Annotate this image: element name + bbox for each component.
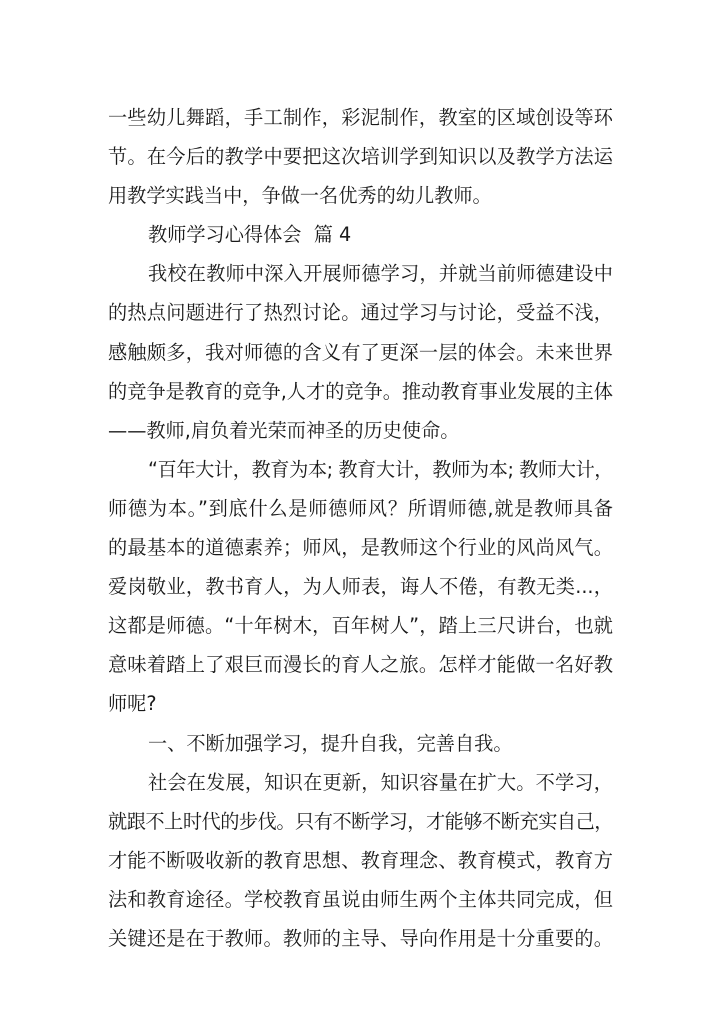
text-line: 这都是师德。“十年树木，百年树人”，踏上三尺讲台，也就 bbox=[108, 614, 613, 638]
text-line: ——教师,肩负着光荣而神圣的历史使命。 bbox=[108, 418, 460, 442]
text-line: 的最基本的道德素养；师风，是教师这个行业的风尚风气。 bbox=[108, 536, 613, 560]
text-line: “百年大计，教育为本; 教育大计，教师为本; 教师大计， bbox=[148, 457, 613, 481]
section-heading: 一、不断加强学习，提升自我，完善自我。 bbox=[148, 731, 513, 755]
text-line: 法和教育途径。学校教育虽说由师生两个主体共同完成，但 bbox=[108, 887, 613, 911]
text-line: 关键还是在于教师。教师的主导、导向作用是十分重要的。 bbox=[108, 926, 613, 950]
text-line: 师呢? bbox=[108, 692, 157, 716]
text-line: 用教学实践当中，争做一名优秀的幼儿教师。 bbox=[108, 184, 492, 208]
text-line: 节。在今后的教学中要把这次培训学到知识以及教学方法运 bbox=[108, 145, 613, 169]
text-line: 的竞争是教育的竞争,人才的竞争。推动教育事业发展的主体 bbox=[108, 379, 613, 403]
text-line: 社会在发展，知识在更新，知识容量在扩大。不学习， bbox=[148, 770, 613, 794]
text-line: 就跟不上时代的步伐。只有不断学习，才能够不断充实自己， bbox=[108, 809, 613, 833]
text-line: 我校在教师中深入开展师德学习，并就当前师德建设中 bbox=[148, 262, 613, 286]
text-line: 爱岗敬业，教书育人，为人师表，诲人不倦，有教无类...， bbox=[108, 575, 613, 599]
section-heading: 教师学习心得体会 篇 4 bbox=[148, 223, 352, 247]
document-body bbox=[108, 98, 613, 958]
text-line: 才能不断吸收新的教育思想、教育理念、教育模式，教育方 bbox=[108, 848, 613, 872]
text-line: 一些幼儿舞蹈，手工制作，彩泥制作，教室的区域创设等环 bbox=[108, 106, 613, 129]
text-line: 感触颇多，我对师德的含义有了更深一层的体会。未来世界 bbox=[108, 340, 613, 364]
text-line: 意味着踏上了艰巨而漫长的育人之旅。怎样才能做一名好教 bbox=[108, 653, 613, 677]
text-line: 师德为本。”到底什么是师德师风？所谓师德,就是教师具备 bbox=[108, 496, 613, 520]
text-line: 的热点问题进行了热烈讨论。通过学习与讨论，受益不浅， bbox=[108, 301, 613, 325]
